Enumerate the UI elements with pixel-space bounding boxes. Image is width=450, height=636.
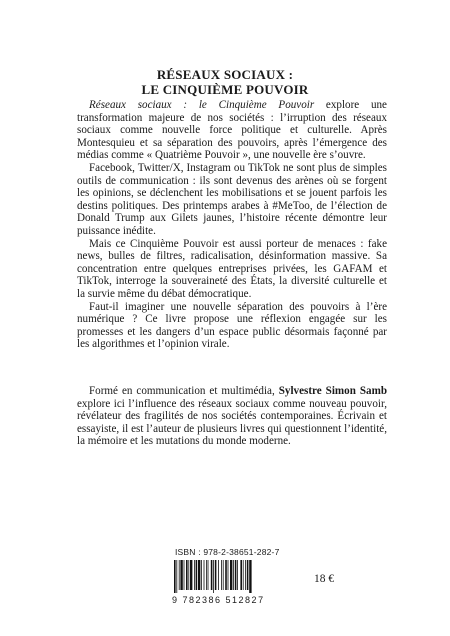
blurb-paragraph-1: Réseaux sociaux : le Cinquième Pouvoir explore une transformation majeure de nos sociétés : l’irruption des réseaux sociaux comme nouvelle force politique et culturelle. Après Montesquieu et sa séparation des pouvoirs, après l’émergence des médias comme « Quatrième Pouvoir », une nouvelle ère s’ouvre.	[77, 99, 387, 162]
barcode-digits: 9 782386 512827	[172, 595, 265, 605]
book-title	[0, 67, 450, 97]
title-line-1: RÉSEAUX SOCIAUX :	[156, 67, 294, 82]
price: 18 €	[314, 573, 335, 585]
isbn-label: ISBN : 978-2-38651-282-7	[175, 547, 280, 557]
barcode-icon	[172, 560, 282, 593]
book-title-italic: Réseaux sociaux : le Cinquième Pouvoir	[89, 99, 315, 111]
blurb	[77, 99, 387, 351]
blurb-paragraph-3: Mais ce Cinquième Pouvoir est aussi porteur de menaces : fake news, bulles de filtres, radicalisation, désinformation massive. Sa concentration entre quelques entreprises privées, les GAFAM et TikTok, interroge la souveraineté des États, la diversité culturelle et la survie même du débat démocratique.	[77, 237, 387, 300]
blurb-paragraph-4: Faut-il imaginer une nouvelle séparation des pouvoirs à l’ère numérique ? Ce livre propose une réflexion engagée sur les promesses et les dangers d’un espace public désormais façonné par les algorithmes et l’opinion virale.	[77, 300, 387, 351]
author-name: Sylvestre Simon Samb	[278, 385, 387, 397]
author-bio: Formé en communication et multimédia, Sylvestre Simon Samb explore ici l’influence des réseaux sociaux comme nouveau pouvoir, révélateur des fragilités de nos sociétés contemporaines. Écrivain et essayiste, il est l’auteur de plusieurs livres qui questionnent l’identité, la mémoire et les mutations du monde moderne.	[77, 385, 387, 448]
title-line-2: LE CINQUIÈME POUVOIR	[141, 82, 309, 97]
blurb-paragraph-2: Facebook, Twitter/X, Instagram ou TikTok ne sont plus de simples outils de communication : ils sont devenus des arènes où se forgent les opinions, se déclenchent les mobilisations et se jouent parfois les destins politiques. Des printemps arabes à #MeToo, de l’élection de Donald Trump aux Gilets jaunes, l’histoire récente démontre leur puissance inédite.	[77, 161, 387, 237]
